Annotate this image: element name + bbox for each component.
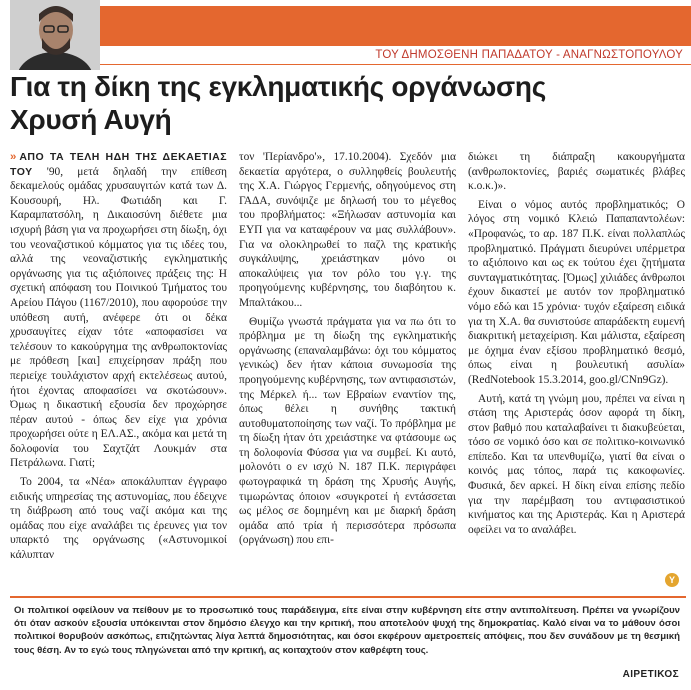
header-color-band bbox=[100, 6, 691, 46]
end-of-article-icon: Y bbox=[665, 573, 679, 587]
paragraph: τον 'Περίανδρο'», 17.10.2004). Σχεδόν μια δεκαετία αργότερα, ο συλληφθείς βουλευτής της Χ.Α. Γιώργος Γερμενής, οδηγούμενος στη ΓΑΔΑ, συνόψιζε με δηλωσή του το μέγεθος του προβλήματος: «Ξήλωσαν αστυνομία και ΕΥΠ για να καταφέρουν να μας συλλάβουν». Για να ολοκληρωθεί το παζλ της κρατικής συγκάλυψης, χρειάστηκαν μόνο οι αποκαλύψεις για τον ρόλο του γ.γ. της προηγούμενης κυβέρνησης, του διαβόητου κ. Μπαλτάκου... bbox=[239, 151, 456, 309]
byline-rule bbox=[100, 64, 691, 65]
author-photo bbox=[10, 0, 100, 70]
paragraph-text: '90, μετά δηλαδή την επίθεση δεκαμελούς ομάδας χρυσαυγιτών κατά των Δ. Κουσουρή, Ηλ. Φωτιάδη και Γ. Καραμπατσόλη, η Δικαιοσύνη διέθετε μια ισχυρή βάση για να προχωρήσει στη δίωξη, όχι του νεοναζιστικού κόμματος για τις ιδέες του, αλλά της νεοναζιστικής εγκληματικής οργάνωσης για τις αξιόποινες πράξεις της: Η σχετική απόφαση του Ποινικού Τμήματος του Αρείου Πάγου (1167/2010), που αφορούσε την υπόθεση αυτή, ανέφερε ότι οι δέκα χρυσαυγίτες είχαν τότε «αποφασίσει να τελέσουν το κακούργημα της ανθρωποκτονίας με πρόθεση [και] επιχείρησαν πράξη που περιείχε τουλάχιστον αρχή εκτελέσεως αυτού, ήτοι έχοντας αποφασίσει να σκοτώσουν». Όμως η δικαστική εξουσία δεν προχώρησε πέραν αυτού - όπως δεν είχε για χρόνια προχωρήσει ούτε η ΕΛ.ΑΣ., ακόμα και μετά τη δολοφονία του Σαχτζάτ Λουκμάν στα Πετράλωνα. Γιατί; bbox=[10, 165, 227, 470]
pullquote-rule bbox=[10, 596, 686, 598]
lead-paragraph bbox=[10, 150, 227, 471]
author-portrait-image bbox=[10, 0, 100, 70]
article-column-3 bbox=[468, 150, 685, 586]
headline: Για τη δίκη της εγκληματικής οργάνωσης Χρυσή Αυγή bbox=[10, 71, 546, 135]
article-body bbox=[10, 150, 686, 586]
paragraph: Θυμίζω γνωστά πράγματα για να πω ότι το πρόβλημα με τη δίωξη της εγκληματικής οργάνωσης (επαναλαμβάνω: όχι του κόμματος γενικώς) δεν ήταν κάποια συνωμοσία της προηγούμενης κυβέρνησης, των αντιφασιστών, της Μέρκελ ή... των Εβραίων εναντίον της, όπως θέλει η συνήθης τακτική αυτοθυματοποίησης των ναζί. Το πρόβλημα με τη δίωξη ήταν ότι χρειάστηκε να φτάσουμε ως τη δολοφονία Φύσσα για να συμβεί. Κι αυτό, μολονότι ο εν ισχύ Ν. 187 Π.Κ. περιγράφει φωτογραφικά τη δράση της Χρυσής Αυγής, τιμωρώντας όποιον «συγκροτεί ή εντάσσεται ως μέλος σε δομημένη και με διαρκή δράση ομάδα από τρία ή περισσότερα πρόσωπα (οργάνωση) που επι- bbox=[239, 315, 456, 547]
paragraph: Είναι ο νόμος αυτός προβληματικός; Ο λόγος στη νομικό Κλειώ Παπαπαντολέων: «Προφανώς, το αρ. 187 Π.Κ. είναι πολλαπλώς προβληματικό. Πράγματι διευρύνει υπέρμετρα το αξιόποινο και ως εκ τούτου έχει ζητήματα συνταγματικότητας. [Όμως] χιλιάδες άνθρωποι έχουν δικαστεί με αυτόν τον προβληματικό νόμο εδώ και 15 χρόνια· τυχόν εξαίρεση ειδικά για τη Χ.Α. θα συνιστούσε απαράδεκτη ευμενή διακριτική μεταχείριση. Και μάλιστα, εξαίρεση με όχημα έναν εξίσου προβληματικό θεσμό, όπως είναι η βουλευτική ασυλία» (RedNotebook 15.3.2014, goo.gl/CNn9Gz). bbox=[468, 198, 685, 386]
article-column-1 bbox=[10, 150, 227, 586]
byline: ΤΟΥ ΔΗΜΟΣΘΕΝΗ ΠΑΠΑΔΑΤΟΥ - ΑΝΑΓΝΩΣΤΟΠΟΥΛΟΥ bbox=[375, 49, 683, 61]
paragraph: Το 2004, τα «Νέα» αποκάλυπταν έγγραφο ειδικής υπηρεσίας της αστυνομίας, που έδειχνε τη διάβρωση από τους ναζί ακόμα και της ομάδας που είχε αναλάβει τις έρευνες για τον υπαρκτό της οργάνωσης («Αστυνομικοί κάλυπταν bbox=[10, 476, 227, 562]
article-column-2 bbox=[239, 150, 456, 586]
lead-marker-icon: » bbox=[10, 151, 17, 163]
pullquote-signature: ΑΙΡΕΤΙΚΟΣ bbox=[622, 669, 679, 680]
paragraph: Αυτή, κατά τη γνώμη μου, πρέπει να είναι η στάση της Αριστεράς όσον αφορά τη δίκη, στον βαθμό που καταλαβαίνει τι διακυβεύεται, τόσο σε νομικό όσο και σε πολιτικο-κοινωνικό επίπεδο. Και τα υπενθυμίζω, γιατί θα είναι ο κοινός μας τόπος, παρά τις κακοφωνίες. Φυσικά, δεν αρκεί. Η δίκη είναι επίσης πεδίο για την παρέμβαση του αντιφασιστικού κινήματος και της Αριστεράς. Και η Αριστερά οφείλει να το αναλάβει. bbox=[468, 392, 685, 536]
lead-caps: ΑΠΟ ΤΑ ΤΕΛΗ ΗΔΗ ΤΗΣ ΔΕΚΑΕΤΙΑΣ ΤΟΥ bbox=[10, 151, 227, 178]
paragraph: διώκει τη διάπραξη κακουργήματα (ανθρωποκτονίες, βαριές σωματικές βλάβες κ.ο.κ.)». bbox=[468, 151, 685, 193]
pullquote-text: Οι πολιτικοί οφείλουν να πείθουν με το προσωπικό τους παράδειγμα, είτε είναι στην κυβέρνηση είτε στην αντιπολίτευση. Πρέπει να γνωρίζουν ότι όταν ασκούν εξουσία υπόκεινται στον δημόσιο έλεγχο και την κριτική, που αποτελούν ψυχή της δημοκρατίας. Καλό είναι να το μάθουν όσοι πολιτικοί θορυβούν ασκόπως, επιζητώντας λίγα λεπτά δημοσιότητας, και όσοι εκφέρουν αμετροεπείς απόψεις, που δεν συνάδουν με τη θεσμική τους θέση. Αν το εγώ τους πληγώνεται από την κριτική, ας κοιταχτούν στον καθρέφτη τους. bbox=[14, 605, 680, 656]
